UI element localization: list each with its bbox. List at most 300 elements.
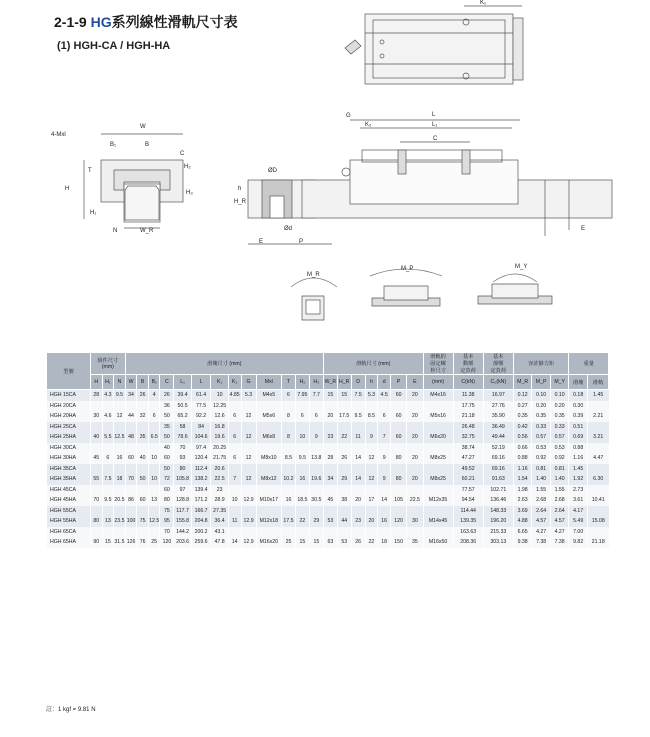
table-cell: 60 [391,411,407,422]
table-cell: 2.21 [587,411,608,422]
table-cell [407,401,423,412]
table-cell: 6 [295,411,309,422]
table-cell: 53 [323,516,337,527]
table-cell: 0.33 [550,422,569,433]
table-cell [91,422,103,433]
table-cell: 0.35 [550,411,569,422]
table-cell [148,401,160,412]
table-cell: 13 [102,516,114,527]
table-cell: 1.98 [513,485,532,496]
table-cell: 4.57 [532,516,551,527]
table-cell: 35.90 [483,411,513,422]
table-cell: 4.3 [102,390,114,401]
table-cell [125,527,137,538]
table-cell: 3.21 [587,432,608,443]
table-cell: M16x50 [423,537,453,548]
table-cell [323,485,337,496]
table-cell [114,422,126,433]
table-cell [337,443,351,454]
subheader-3: W [125,375,137,390]
table-cell: 25 [148,537,160,548]
header-block: 滑塊尺寸 (mm) [125,353,323,375]
table-row [47,527,609,538]
table-cell: 40 [137,453,149,464]
table-cell [148,506,160,517]
table-cell: 6 [228,453,241,464]
table-cell: 60 [391,390,407,401]
table-cell: 55 [91,474,103,485]
table-cell: 12.5 [114,432,126,443]
table-cell: 6 [102,453,114,464]
table-cell: HGH 35CA [47,464,91,475]
table-cell: 0.42 [513,422,532,433]
table-cell: 70 [174,443,191,454]
table-cell: M16x20 [256,537,281,548]
table-cell: 9.5 [295,453,309,464]
table-cell: 80 [160,495,174,506]
table-cell [295,464,309,475]
table-cell: 0.66 [513,443,532,454]
table-cell: 203.6 [174,537,191,548]
label-p: P [299,239,304,245]
table-cell [351,443,365,454]
subheader-26: M_R [513,375,532,390]
table-cell: HGH 55HA [47,516,91,527]
dimension-table [46,352,609,548]
table-cell: 36 [160,401,174,412]
table-cell: 80 [174,464,191,475]
table-cell: M4x5 [256,390,281,401]
table-cell: 3.69 [513,506,532,517]
table-cell: 102.71 [483,485,513,496]
table-cell [365,506,378,517]
table-cell: 49.52 [453,464,483,475]
table-cell: 10.2 [282,474,296,485]
table-cell: 5.3 [241,390,256,401]
table-cell: 0.20 [532,401,551,412]
table-cell: HGH 65HA [47,537,91,548]
table-cell: 50 [137,474,149,485]
table-cell: 18 [114,474,126,485]
table-cell [114,527,126,538]
table-cell: 6 [282,390,296,401]
table-cell: 4.27 [550,527,569,538]
table-cell [423,527,453,538]
table-cell: 43.1 [211,527,228,538]
table-cell: 12 [365,453,378,464]
table-cell [148,443,160,454]
table-cell: M4x16 [423,390,453,401]
table-cell: 84 [191,422,211,433]
subheader-19: h [365,375,378,390]
table-row [47,474,609,485]
table-cell: 15.08 [587,516,608,527]
table-cell: 7 [228,474,241,485]
table-cell: 4.6 [102,411,114,422]
subheader-29: 滑塊 [569,375,588,390]
table-cell [309,527,323,538]
table-cell [365,464,378,475]
table-cell [282,401,296,412]
table-cell [256,485,281,496]
label-phi-d-small: Ød [284,226,293,232]
table-cell: 136.46 [483,495,513,506]
table-cell [137,485,149,496]
table-cell: 0.51 [569,422,588,433]
table-cell: 4.27 [532,527,551,538]
table-cell: 5.5 [102,432,114,443]
header-bolt: 滑軌的 固定螺 栓尺寸 [423,353,453,375]
table-row [47,422,609,433]
table-cell: 19.6 [211,432,228,443]
table-cell: 15 [295,537,309,548]
table-cell [241,422,256,433]
table-cell: 0.35 [532,411,551,422]
table-cell: 11 [228,516,241,527]
table-cell: 7.95 [295,390,309,401]
table-cell: 4.88 [513,516,532,527]
table-cell: 163.63 [453,527,483,538]
subheader-11: G [241,375,256,390]
table-cell: 0.10 [550,390,569,401]
table-cell: 8 [282,432,296,443]
table-cell: 27.76 [483,401,513,412]
table-cell [241,401,256,412]
table-cell: 76 [137,537,149,548]
table-cell: 0.92 [550,453,569,464]
subheader-13: T [282,375,296,390]
table-cell: 20 [407,474,423,485]
table-cell: 29 [309,516,323,527]
table-cell: 0.18 [569,390,588,401]
table-cell: 8 [282,411,296,422]
table-cell: 13 [148,495,160,506]
table-cell: 6 [378,411,391,422]
table-cell [391,527,407,538]
table-cell: 155.8 [174,516,191,527]
table-cell [241,506,256,517]
table-cell [351,506,365,517]
table-cell: 39.4 [174,390,191,401]
table-cell: 139.35 [453,516,483,527]
table-cell [378,401,391,412]
table-cell [91,443,103,454]
table-cell [309,506,323,517]
table-cell: 44 [125,411,137,422]
table-cell [114,443,126,454]
table-cell: 97.4 [191,443,211,454]
subheader-25: C₀(kN) [483,375,513,390]
table-cell: 26 [137,390,149,401]
header-weight: 重量 [569,353,609,375]
table-cell [351,401,365,412]
table-cell: 208.36 [453,537,483,548]
subheader-8: L [191,375,211,390]
table-cell: 7.5 [102,474,114,485]
table-cell: 9 [365,432,378,443]
table-cell: 77.57 [453,485,483,496]
table-cell [137,443,149,454]
table-cell: HGH 25HA [47,432,91,443]
table-cell: 29 [337,474,351,485]
table-cell [228,485,241,496]
table-cell: 50 [160,432,174,443]
table-cell: 18 [378,537,391,548]
table-cell: 120 [160,537,174,548]
table-cell [282,422,296,433]
table-cell: 1.55 [532,485,551,496]
table-cell [125,506,137,517]
table-cell: 171.2 [191,495,211,506]
table-cell: 10 [228,495,241,506]
table-cell: 17.75 [453,401,483,412]
table-cell: 2.68 [532,495,551,506]
subheader-12: Mxl [256,375,281,390]
table-cell [91,527,103,538]
table-cell [423,485,453,496]
header-rail: 滑軌尺寸 (mm) [323,353,423,375]
label-k1: K₁ [480,0,487,6]
table-cell: 1.45 [569,464,588,475]
table-row [47,401,609,412]
table-cell: 20.5 [114,495,126,506]
table-cell [323,422,337,433]
table-cell [391,401,407,412]
table-cell: 3.61 [569,495,588,506]
table-cell: 95 [160,516,174,527]
table-cell: M8x25 [423,474,453,485]
table-cell [323,443,337,454]
table-cell [337,464,351,475]
table-cell [365,527,378,538]
table-cell: 10 [148,474,160,485]
table-cell: 77.5 [191,401,211,412]
table-cell: 196.20 [483,516,513,527]
table-cell: 91.63 [483,474,513,485]
subheader-1: H₁ [102,375,114,390]
table-cell: 126 [125,537,137,548]
table-cell: 17 [365,495,378,506]
table-cell: 1.16 [569,453,588,464]
table-cell [587,401,608,412]
table-cell: 38 [337,495,351,506]
table-cell: 120 [391,516,407,527]
table-cell: 12.9 [241,495,256,506]
table-cell [309,464,323,475]
table-cell: 69.16 [483,453,513,464]
table-cell: 215.33 [483,527,513,538]
label-e: E [259,239,264,245]
table-cell [91,464,103,475]
table-cell: 16 [114,453,126,464]
table-cell: 9.5 [114,390,126,401]
table-cell [137,527,149,538]
table-cell: 12 [114,411,126,422]
table-cell [423,422,453,433]
table-cell: 27.35 [211,506,228,517]
label-k2: K₂ [365,122,372,128]
table-cell: 34 [125,390,137,401]
table-cell [137,464,149,475]
table-cell: 28 [91,390,103,401]
table-row [47,443,609,454]
table-cell: 9 [378,474,391,485]
label-h: H [65,186,70,192]
table-cell: 7.00 [569,527,588,538]
table-cell: 34 [323,474,337,485]
table-cell: 22.5 [407,495,423,506]
table-cell: 23.5 [114,516,126,527]
table-cell [391,506,407,517]
table-cell: 70 [160,527,174,538]
table-cell: 26.48 [453,422,483,433]
table-cell: 9.5 [351,411,365,422]
table-row [47,390,609,401]
table-cell: 1.16 [513,464,532,475]
table-cell [391,422,407,433]
table-cell [351,422,365,433]
header-assembly: 組件尺寸 (mm) [91,353,126,375]
table-cell: 0.12 [513,390,532,401]
table-cell: 0.69 [569,432,588,443]
table-cell [91,506,103,517]
table-cell [282,527,296,538]
table-cell: 0.27 [513,401,532,412]
table-cell [256,422,281,433]
table-cell [91,401,103,412]
table-cell: 15 [102,537,114,548]
table-cell: 114.44 [453,506,483,517]
table-cell: 26 [351,537,365,548]
label-b1: B₁ [110,142,117,148]
subheader-4: B [137,375,149,390]
table-cell: HGH 30CA [47,443,91,454]
table-cell [323,527,337,538]
table-cell [378,506,391,517]
table-cell: 0.53 [550,443,569,454]
table-cell: 35 [137,432,149,443]
table-cell [137,506,149,517]
table-cell: 4 [148,390,160,401]
table-cell: 200.2 [191,527,211,538]
table-row [47,506,609,517]
subheader-16: W_R [323,375,337,390]
table-cell: 14 [351,474,365,485]
footnote: 註：1 kgf = 9.81 N [46,707,96,713]
table-cell: 0.88 [513,453,532,464]
table-cell: 14 [228,537,241,548]
table-cell: M6x8 [256,432,281,443]
table-cell: 40 [160,443,174,454]
table-cell [241,464,256,475]
table-cell: HGH 20HA [47,411,91,422]
table-cell [137,422,149,433]
table-cell: 144.2 [174,527,191,538]
table-cell: 6.30 [587,474,608,485]
table-cell: 100 [125,516,137,527]
table-cell: 20.6 [211,464,228,475]
table-cell: 117.7 [174,506,191,517]
table-cell: 139.4 [191,485,211,496]
table-cell [309,485,323,496]
table-cell [102,506,114,517]
table-row [47,464,609,475]
table-cell: 0.57 [532,432,551,443]
table-cell: HGH 55CA [47,506,91,517]
header-moment: 容許靜力矩 [513,353,569,375]
table-cell: 61.4 [191,390,211,401]
table-cell: 58 [174,422,191,433]
table-cell: 105 [391,495,407,506]
table-cell: 21.18 [453,411,483,422]
subheader-14: H₂ [295,375,309,390]
table-cell: 0.39 [569,411,588,422]
table-cell: 53 [337,537,351,548]
table-cell: 4.47 [587,453,608,464]
table-cell: 94.54 [453,495,483,506]
table-cell: 14 [351,453,365,464]
table-cell: 93 [174,453,191,464]
table-cell: 9 [378,453,391,464]
table-cell: 22 [365,537,378,548]
table-cell: 60 [125,453,137,464]
table-row [47,537,609,548]
table-cell [337,485,351,496]
table-cell: 80 [391,474,407,485]
table-cell [137,401,149,412]
table-cell: 90 [91,537,103,548]
table-cell [337,422,351,433]
table-cell: 21.18 [587,537,608,548]
table-cell [125,464,137,475]
subheader-18: D [351,375,365,390]
table-cell: M8x25 [423,453,453,464]
table-cell: 35 [160,422,174,433]
table-cell [295,422,309,433]
table-cell: M14x45 [423,516,453,527]
table-cell: 30 [407,516,423,527]
table-cell: 12 [241,432,256,443]
table-cell: M12x35 [423,495,453,506]
table-cell: 20 [407,432,423,443]
label-t: T [88,168,92,174]
table-cell: 23 [211,485,228,496]
table-cell: 4.5 [378,390,391,401]
table-cell: 13.8 [309,453,323,464]
table-cell: 0.92 [532,453,551,464]
table-cell [407,506,423,517]
table-cell: 12.6 [211,411,228,422]
table-cell: 6 [228,411,241,422]
table-cell: 1.40 [550,474,569,485]
label-h2: H₂ [184,164,191,170]
table-cell: 50 [160,464,174,475]
table-cell [365,485,378,496]
table-cell: 20 [365,516,378,527]
table-cell: 204.8 [191,516,211,527]
table-cell: 6 [148,411,160,422]
label-l1: L₁ [432,122,438,128]
table-cell: 69.16 [483,464,513,475]
table-cell: 22.5 [211,474,228,485]
table-cell [228,401,241,412]
table-cell [102,422,114,433]
table-cell: 9.38 [513,537,532,548]
table-cell: 16.97 [483,390,513,401]
table-cell [241,443,256,454]
table-cell: 12 [241,411,256,422]
subheader-22: E [407,375,423,390]
